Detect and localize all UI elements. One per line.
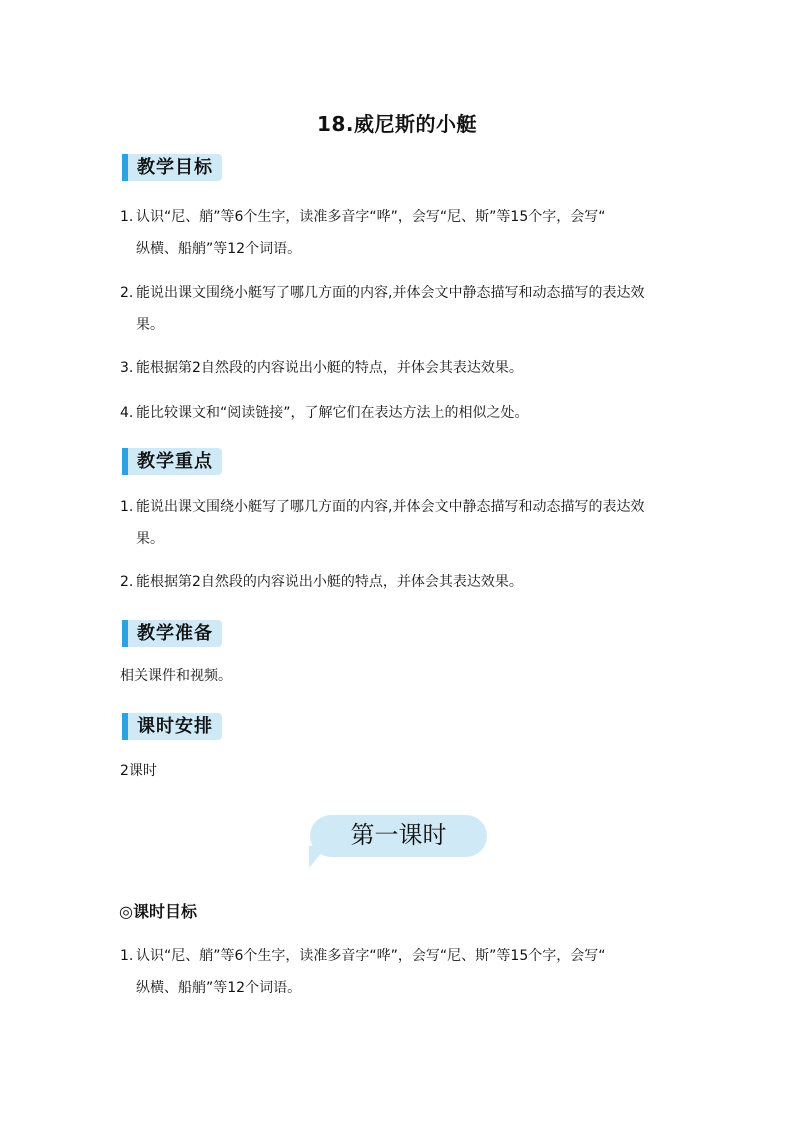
section-heading-label: 课时安排 bbox=[128, 713, 222, 740]
item-number: 1. bbox=[120, 948, 134, 964]
keypoint-item-1 bbox=[120, 491, 680, 555]
item-text-continued: 纵横、船艄”等12个词语。 bbox=[136, 980, 302, 996]
lesson-goal-item-1 bbox=[120, 940, 680, 1004]
section-heading-label: 教学目标 bbox=[128, 154, 222, 181]
section-heading-goals bbox=[122, 154, 222, 181]
item-number: 4. bbox=[120, 405, 134, 421]
lesson-goals-heading: ◎课时目标 bbox=[119, 902, 197, 921]
item-number: 2. bbox=[120, 574, 134, 590]
goal-item-2 bbox=[120, 277, 680, 341]
item-text-continued: 纵横、船艄”等12个词语。 bbox=[136, 241, 302, 257]
item-text-continued: 果。 bbox=[136, 317, 164, 333]
section-heading-prep bbox=[122, 620, 222, 647]
item-text: 认识“尼、艄”等6个生字，读准多音字“哗”，会写“尼、斯”等15个字，会写“ bbox=[136, 209, 606, 225]
item-number: 2. bbox=[120, 285, 134, 301]
prep-text: 相关课件和视频。 bbox=[120, 668, 232, 684]
item-number: 1. bbox=[120, 499, 134, 515]
item-text: 认识“尼、艄”等6个生字，读准多音字“哗”，会写“尼、斯”等15个字，会写“ bbox=[136, 948, 606, 964]
section-heading-keypoints bbox=[122, 448, 222, 475]
item-number: 1. bbox=[120, 209, 134, 225]
section-heading-schedule bbox=[122, 713, 222, 740]
item-text: 能根据第2自然段的内容说出小艇的特点，并体会其表达效果。 bbox=[136, 574, 523, 590]
goal-item-3 bbox=[120, 352, 680, 384]
goal-item-4 bbox=[120, 397, 680, 429]
item-text: 能比较课文和“阅读链接”，了解它们在表达方法上的相似之处。 bbox=[136, 405, 529, 421]
item-number: 3. bbox=[120, 360, 134, 376]
item-text: 能说出课文围绕小艇写了哪几方面的内容,并体会文中静态描写和动态描写的表达效 bbox=[136, 499, 645, 515]
lesson-banner: 第一课时 bbox=[310, 815, 487, 857]
section-heading-label: 教学重点 bbox=[128, 448, 222, 475]
section-heading-label: 教学准备 bbox=[128, 620, 222, 647]
keypoint-item-2 bbox=[120, 566, 680, 598]
goal-item-1 bbox=[120, 201, 680, 265]
item-text-continued: 果。 bbox=[136, 531, 164, 547]
item-text: 能说出课文围绕小艇写了哪几方面的内容,并体会文中静态描写和动态描写的表达效 bbox=[136, 285, 645, 301]
schedule-text: 2课时 bbox=[120, 763, 157, 779]
page-title: 18.威尼斯的小艇 bbox=[317, 112, 477, 136]
item-text: 能根据第2自然段的内容说出小艇的特点，并体会其表达效果。 bbox=[136, 360, 523, 376]
